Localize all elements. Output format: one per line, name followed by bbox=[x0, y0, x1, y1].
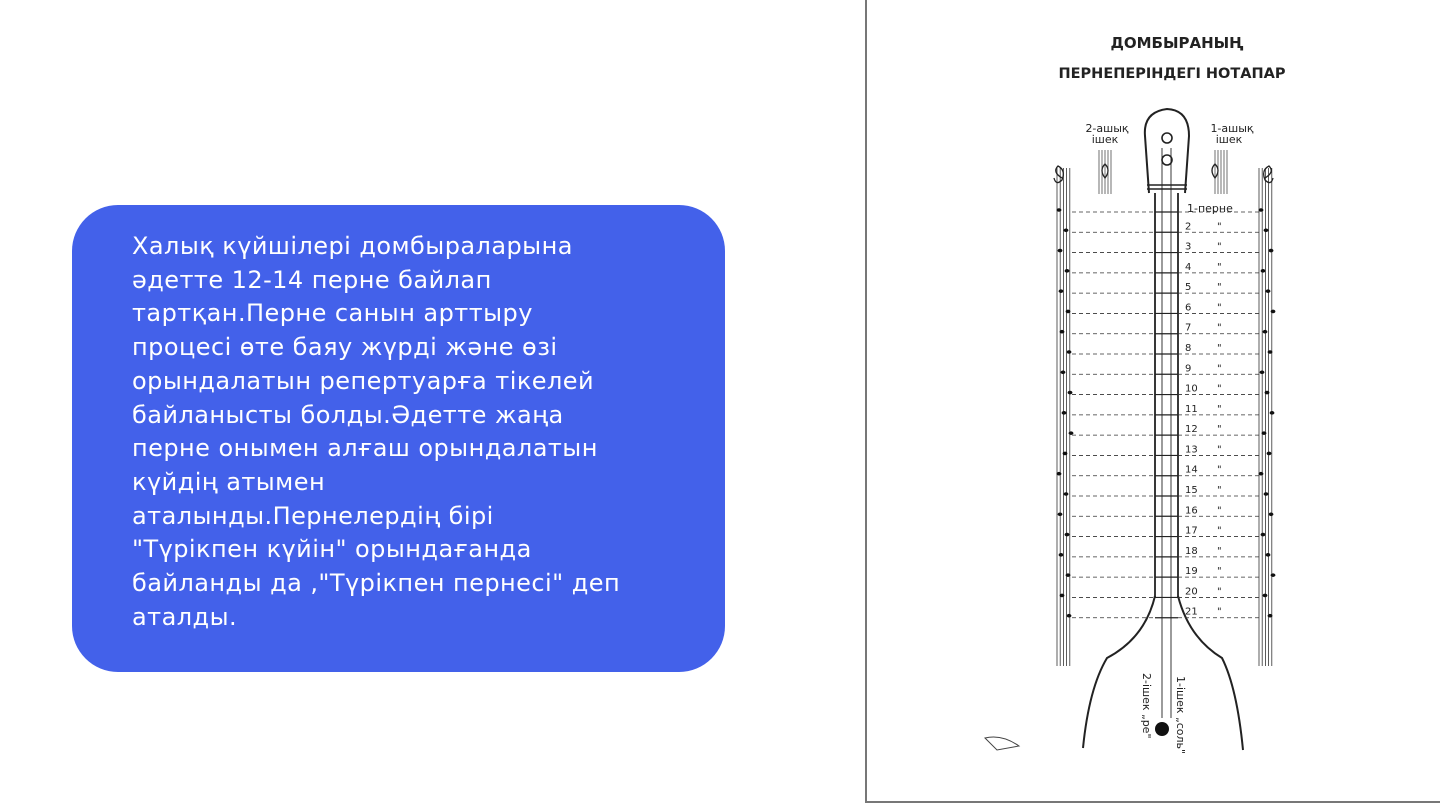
ditto-mark: " bbox=[1217, 586, 1222, 598]
note-head bbox=[1262, 431, 1267, 435]
first-fret-label: 1-перне bbox=[1187, 202, 1233, 215]
ditto-mark: " bbox=[1217, 322, 1222, 334]
paragraph-line: күйдің атымен bbox=[132, 467, 326, 496]
fret-number: 6 bbox=[1185, 302, 1192, 314]
paragraph-line: аталынды.Пернелердің бірі bbox=[132, 501, 494, 530]
string1-label: 1-ашық bbox=[1210, 122, 1254, 135]
paragraph-line: байланысты болды.Әдетте жаңа bbox=[132, 400, 564, 429]
note-head bbox=[1058, 512, 1063, 516]
note-head bbox=[1269, 512, 1274, 516]
clef-icon bbox=[1054, 166, 1063, 183]
ditto-mark: " bbox=[1217, 221, 1222, 233]
note-head bbox=[1264, 492, 1269, 496]
note-head bbox=[1060, 330, 1065, 334]
fret-number: 2 bbox=[1185, 221, 1192, 233]
note-head bbox=[1269, 249, 1274, 253]
paragraph-line: орындалатын репертуарға тікелей bbox=[132, 366, 595, 395]
note-head bbox=[1263, 594, 1268, 598]
string2-label: ішек bbox=[1091, 133, 1119, 146]
note-head bbox=[1065, 269, 1070, 273]
ditto-mark: " bbox=[1217, 383, 1222, 395]
note-head bbox=[1265, 391, 1270, 395]
note-head bbox=[1271, 310, 1276, 314]
figure-title-line2: ПЕРНЕПЕРІНДЕГІ НОТАПАР bbox=[1058, 66, 1286, 82]
scanned-page bbox=[865, 0, 1440, 803]
figure-title-line1: ДОМБЫРАНЫҢ bbox=[1110, 34, 1244, 52]
fret-number: 9 bbox=[1185, 363, 1192, 375]
note-head bbox=[1067, 614, 1072, 618]
note-head bbox=[1067, 350, 1072, 354]
note-head bbox=[1069, 431, 1074, 435]
note-head bbox=[1057, 208, 1062, 212]
text-card bbox=[72, 205, 725, 672]
note-head bbox=[1261, 533, 1266, 537]
note-head bbox=[1264, 228, 1269, 232]
fret-number: 3 bbox=[1185, 241, 1192, 253]
string1-label: ішек bbox=[1215, 133, 1243, 146]
note-head bbox=[1261, 269, 1266, 273]
ditto-mark: " bbox=[1217, 485, 1222, 496]
note-head bbox=[1064, 492, 1069, 496]
note-head bbox=[1065, 533, 1070, 537]
note-head bbox=[1268, 350, 1273, 354]
string1-caption: 1-ішек „соль" bbox=[1174, 676, 1187, 755]
ditto-mark: " bbox=[1217, 403, 1222, 415]
fret-number: 11 bbox=[1185, 403, 1198, 415]
note-head bbox=[1062, 411, 1067, 415]
note-head bbox=[1270, 411, 1275, 415]
paragraph-line: тартқан.Перне санын арттыру bbox=[132, 299, 533, 328]
fret-number: 7 bbox=[1185, 322, 1192, 334]
note-head bbox=[1260, 370, 1265, 374]
ditto-mark: " bbox=[1217, 444, 1222, 456]
left-staff bbox=[1054, 166, 1070, 666]
fret-number: 4 bbox=[1185, 261, 1192, 273]
note-head bbox=[1058, 249, 1063, 253]
note-head bbox=[1063, 452, 1068, 456]
paragraph-line: перне онымен алғаш орындалатын bbox=[132, 434, 598, 463]
note-head bbox=[1267, 452, 1272, 456]
note-head bbox=[1059, 289, 1064, 293]
note-head bbox=[1263, 330, 1268, 334]
fret-number: 8 bbox=[1185, 343, 1192, 354]
fret-number: 14 bbox=[1185, 464, 1198, 476]
paragraph-line: әдетте 12-14 перне байлап bbox=[132, 265, 492, 294]
dombra-fret-diagram bbox=[867, 0, 1440, 803]
paragraph-line: аталды. bbox=[132, 602, 238, 631]
note-head bbox=[1068, 391, 1073, 395]
fret-number: 21 bbox=[1185, 606, 1198, 618]
ditto-mark: " bbox=[1217, 525, 1222, 537]
note-head bbox=[1268, 614, 1273, 618]
paragraph-line: процесі өте баяу жүрді және өзі bbox=[132, 333, 558, 362]
ditto-mark: " bbox=[1217, 261, 1222, 273]
fret-number: 18 bbox=[1185, 545, 1198, 557]
fret-number: 17 bbox=[1185, 525, 1198, 537]
right-staff bbox=[1259, 166, 1273, 666]
ditto-mark: " bbox=[1217, 302, 1222, 314]
string2-label: 2-ашық bbox=[1085, 122, 1129, 135]
ditto-mark: " bbox=[1217, 241, 1222, 253]
ditto-mark: " bbox=[1217, 545, 1222, 557]
paragraph-line: "Түрікпен күйін" орындағанда bbox=[132, 535, 532, 564]
fret-lines bbox=[1057, 208, 1276, 618]
fret-number: 15 bbox=[1185, 485, 1198, 496]
ditto-mark: " bbox=[1217, 424, 1222, 436]
note-head bbox=[1066, 573, 1071, 577]
fret-number: 10 bbox=[1185, 383, 1198, 395]
note-head bbox=[1060, 594, 1065, 598]
note-head bbox=[1064, 228, 1069, 232]
note-head bbox=[1271, 573, 1276, 577]
fret-number: 20 bbox=[1185, 586, 1198, 598]
ditto-mark: " bbox=[1217, 606, 1222, 618]
fret-number: 5 bbox=[1185, 282, 1192, 294]
note-head bbox=[1059, 553, 1064, 557]
paragraph-line: байланды да ,"Түрікпен пернесі" деп bbox=[132, 569, 621, 598]
ditto-mark: " bbox=[1217, 566, 1222, 578]
fret-number: 12 bbox=[1185, 424, 1198, 436]
ditto-mark: " bbox=[1217, 343, 1222, 354]
ditto-mark: " bbox=[1217, 363, 1222, 375]
note-head bbox=[1266, 289, 1271, 293]
ditto-mark: " bbox=[1217, 464, 1222, 476]
note-head bbox=[1266, 553, 1271, 557]
note-head bbox=[1259, 208, 1264, 212]
note-head bbox=[1066, 310, 1071, 314]
string2-caption: 2-ішек „ре" bbox=[1140, 673, 1153, 739]
paragraph bbox=[132, 230, 702, 634]
fret-number: 13 bbox=[1185, 444, 1198, 456]
note-head bbox=[1259, 472, 1264, 476]
fret-number: 19 bbox=[1185, 566, 1198, 578]
note-head bbox=[1061, 370, 1066, 374]
ditto-mark: " bbox=[1217, 282, 1222, 294]
ditto-mark: " bbox=[1217, 505, 1222, 517]
fret-number: 16 bbox=[1185, 505, 1198, 517]
paragraph-line: Халық күйшілері домбыраларына bbox=[132, 232, 573, 260]
note-head bbox=[1057, 472, 1062, 476]
